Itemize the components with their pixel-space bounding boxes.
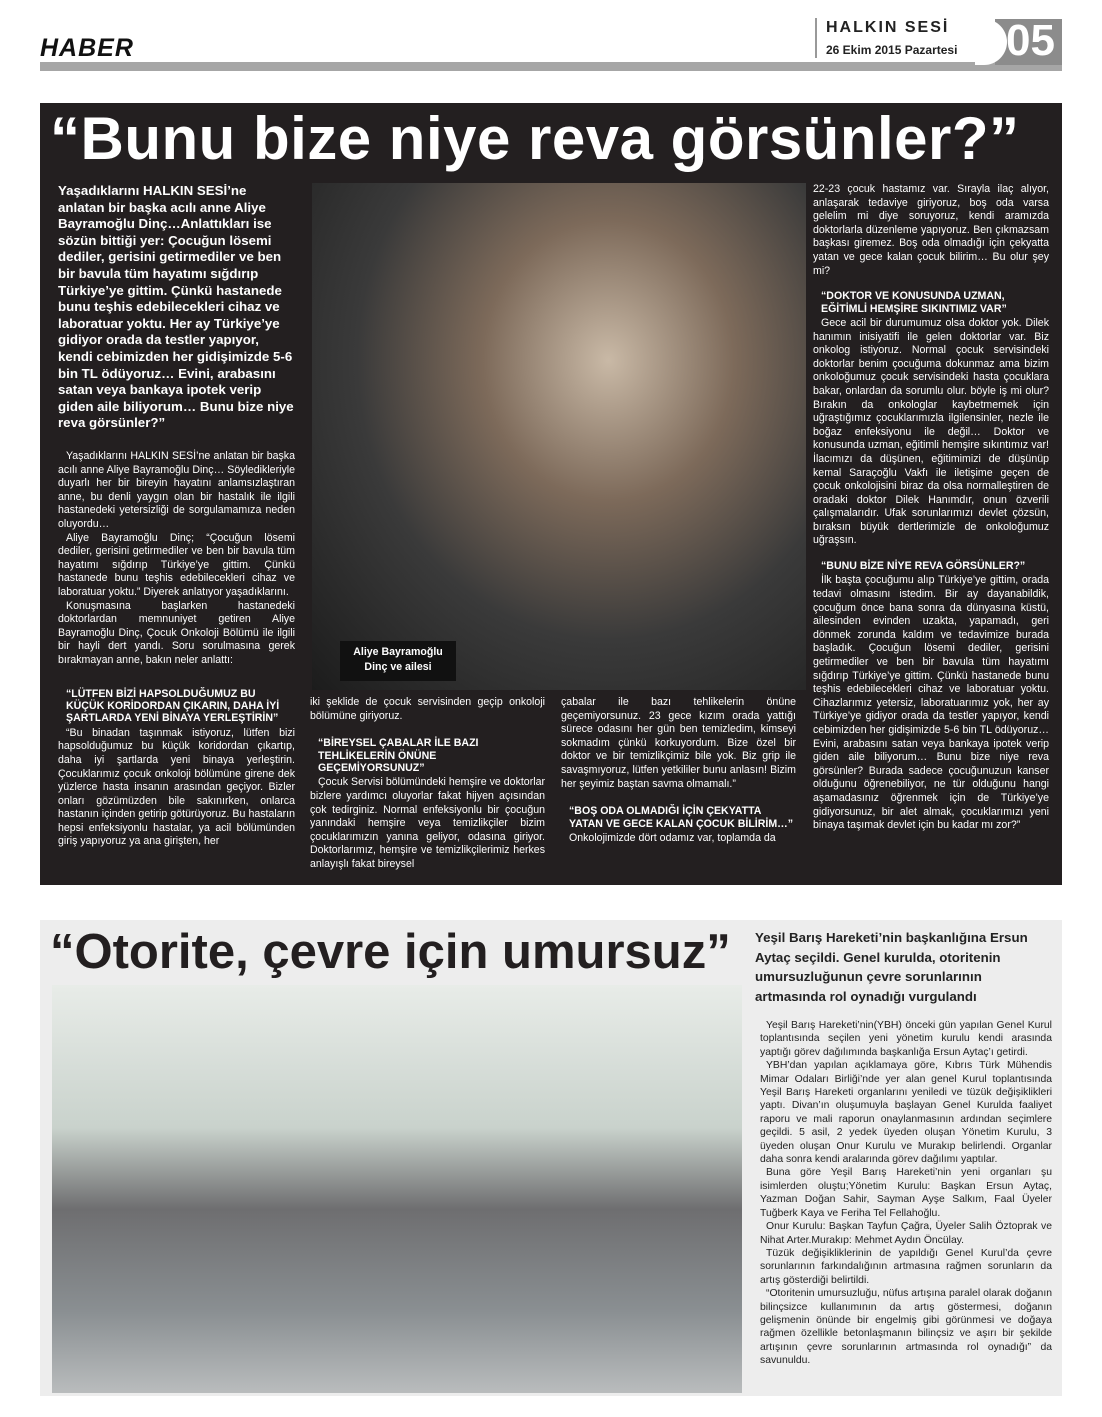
paragraph: Onur Kurulu: Başkan Tayfun Çağra, Üyeler Salih Öztoprak ve Nihat Arter.Murakıp: Mehmet Aydın Öncülay. bbox=[760, 1221, 1052, 1246]
article-2-body bbox=[760, 1019, 1052, 1368]
paragraph: Tüzük değişikliklerinin de yapıldığı Genel Kurul’da çevre sorunlarının farkındalığının artmasına rağmen sorunların da artış gösterdiği belirtildi. bbox=[760, 1247, 1052, 1286]
article-2-headline: “Otorite, çevre için umursuz” bbox=[50, 925, 731, 979]
group-photo bbox=[52, 985, 742, 1393]
subheading: “BOŞ ODA OLMADIĞI İÇİN ÇEKYATTA YATAN VE GECE KALAN ÇOCUK BİLİRİM…” bbox=[569, 805, 794, 830]
header-divider bbox=[815, 18, 817, 58]
paragraph: Aliye Bayramoğlu Dinç; “Çocuğun lösemi dediler, gerisini getirmediler ve ben bir bavula tüm hayatımı sığdırıp Türkiye’ye gittim. Çünkü hastanede bunu teşhis edebilecekleri cihaz ve laboratuar yoktu.” Diyerek anlatıyor yaşadıklarını. bbox=[58, 531, 295, 598]
paragraph: “Bu binadan taşınmak istiyoruz, lütfen bizi hapsolduğumuz bu küçük koridordan çıkartıp, daha iyi şartlarda yeni binaya yerleştirin. Çocuklarımız çocuk onkoloji bölümüne girene dek yüzlerce hasta insanın arasından geçiyor. Bizler onları gözümüzden bile sakınırken, onlarca hastanın içinden getirip götürüyoruz. Bu hastaların hepsi enfeksiyonlu hastalar, ya acil bölümünden giriş yapıyoruz ya ana girişten, her bbox=[58, 726, 295, 848]
article-1-column-4 bbox=[813, 183, 1049, 833]
section-label: HABER bbox=[40, 34, 134, 62]
issue-date: 26 Ekim 2015 Pazartesi bbox=[826, 43, 958, 57]
paragraph: Konuşmasına başlarken hastanedeki doktorlardan memnuniyet getiren Aliye Bayramoğlu Dinç, Çocuk Onkoloji Bölümü ile ilgili bir hayli dert yandı. Soru sorulmasına gerek bırakmayan anne, bakın neler anlattı: bbox=[58, 599, 295, 666]
photo-caption bbox=[340, 641, 456, 681]
paragraph: Yeşil Barış Hareketi’nin(YBH) önceki gün yapılan Genel Kurul toplantısında seçilen yeni yönetim kurulu kendi arasında yaptığı görev dağılımında başkanlığa Ersun Aytaç’ı getirdi. bbox=[760, 1020, 1052, 1058]
subheading: “LÜTFEN BİZİ HAPSOLDUĞUMUZ BU KÜÇÜK KORİDORDAN ÇIKARIN, DAHA İYİ ŞARTLARDA YENİ BİNAYA YERLEŞTİRİN” bbox=[66, 687, 280, 725]
paragraph: YBH’dan yapılan açıklamaya göre, Kıbrıs Türk Mühendis Mimar Odaları Birliği’nde yer alan genel Kurul toplantısında Yeşil Barış Hareketi organlarını yeniledi ve tüzük değişiklikleri yaptı. Divan’ın oluşumuyla başlayan Genel Kurulda faaliyet raporu ve mali raporun onaylanmasının ardından seçimlere geçildi. 5 asil, 2 yedek üyeden oluşan Yönetim Kurulu, 3 üyeden oluşan Onur Kurulu ve Murakıp belirlendi. Organlar daha sonra kendi aralarında görev dağılımı yaptılar. bbox=[760, 1060, 1052, 1166]
paragraph: iki şeklide de çocuk servisinden geçip onkoloji bölümüne giriyoruz. bbox=[310, 696, 545, 722]
subheading: “BUNU BİZE NİYE REVA GÖRSÜNLER?” bbox=[821, 560, 1026, 573]
paragraph: Çocuk Servisi bölümündeki hemşire ve doktorlar bizlere yardımcı oluyorlar fakat hijyen açısından çok tedirginiz. Normal enfeksiyonlu bir çocuğun yanındaki hemşire veya temizlikçiler bizim çocuklarımızın yanına geliyor, odasına giriyor. Doktorlarımız, hemşire ve temizlikçilerimiz herkes anlayışlı fakat bireysel bbox=[310, 776, 545, 870]
paragraph: “Otoritenin umursuzluğu, nüfus artışına paralel olarak doğanın bilinçsizce kullanımının da artış göstermesi, doğanın gelişmenin önünde bir engelmiş gibi görünmesi ve doğaya rağmen özellikle betonlaşmanın bilinçsiz ve aşırı bir şekilde artışının çevre sorunlarının artmasında rol oynadığı” da savunuldu. bbox=[760, 1288, 1052, 1367]
paragraph: Yaşadıklarını HALKIN SESİ’ne anlatan bir başka acılı anne Aliye Bayramoğlu Dinç… Söyledikleriyle duyarlı her bir bireyin hayatını anlamsızlaştıran anne, bu denli yaygın olan bir hastalık ile ilgili hastanedeki yetersizliği de sorgulamamıza neden oluyordu… bbox=[58, 450, 295, 530]
article-1-headline: “Bunu bize niye reva görsünler?” bbox=[50, 105, 1020, 172]
header-bar bbox=[40, 62, 1062, 71]
article-2-intro: Yeşil Barış Hareketi’nin başkanlığına Ersun Aytaç seçildi. Genel kurulda, otoritenin umursuzluğunun çevre sorunlarının artmasında rol oynadığı vurgulandı bbox=[755, 930, 1028, 1004]
paragraph: çabalar ile bazı tehlikelerin önüne geçemiyorsunuz. 23 gece kızım orada yattığı sürece odasını her gün ben temizledim, kimseyi sokmadım çünkü korkuyordum. Bize özel bir doktor ve bir temizlikçimiz bile yok. Biz grip ile savaşmıyoruz, lütfen yetkililer bunu anlasın! Bizim her şeyimiz baştan savma olmamalı.” bbox=[561, 696, 796, 790]
article-1-column-3 bbox=[561, 696, 796, 846]
paragraph: İlk başta çocuğumu alıp Türkiye’ye gittim, orada tedavi olmasını istedim. Bir ay dayanabildik, çocuğum önce bana sonra da dünyasına küstü, ailesinden evinden uzakta, yapamadı, geri dönmek zorunda kaldım ve tedavimize burada başladık. Çocuğun lösemi dediler, gerisini getirmediler ve ben bir bavula tüm hayatımı sığdırıp Türkiye’ye gittim. Çünkü hastanede bunu teşhis edebilecekleri cihaz ve laboratuar yoktu. Cihazlarımız yetersiz, laboratuarımız yok, her ay Türkiye’ye gidiyor orada da testler yapıyor, kendi cebimizden her gidişimizde 5-6 bin TL ödüyoruz… Evini, arabasını satan veya bankaya ipotek verip giden aile biliyorum… Bunu bize niye reva görsünler? Burada sadece çocuğunuzun kanser olduğunu öğrenebiliyor, ne tür olduğunu hangi aşamadasınız öğrenmek için de Türkiye’ye gidiyorsunuz, bir alet almak, çocuklarımızı yeni binaya taşımak devlet için bu kadar mı zor?” bbox=[813, 574, 1049, 832]
page-number: 05 bbox=[1006, 16, 1055, 65]
article-1-column-1 bbox=[58, 450, 295, 849]
subheading: “BİREYSEL ÇABALAR İLE BAZI TEHLİKELERİN ÖNÜNE GEÇEMİYORSUNUZ” bbox=[318, 737, 479, 774]
paragraph: Onkolojimizde dört odamız var, toplamda da bbox=[569, 831, 776, 844]
paragraph: Gece acil bir durumumuz olsa doktor yok. Dilek hanımın inisiyatifi ile gelen doktorlar var. Biz onkolog istiyoruz. Normal çocuk servisindeki doktorlar benim çocuğuma dokunmaz ama bizim onkoloğumuz çocuk servisindeki hasta çocuklara bakar, onlardan da sorumlu olur. böyle iş mi olur? Bırakın da onkologlar kaybetmemek için uğraştığımız çocuklarımızla ilgilensinler, nezle ile boğaz enfeksiyonu ile değil… Doktor ve konusunda uzman, eğitimli hemşire sıkıntımız var! İlacımızı da düşünen, eğitimimizi de düşünüp kemal Saraçoğlu Vakfı ile iletişime geçen de çocuk onkolojisini biraz da olsa normalleştiren de oradaki doktor Dilek Hanımdır, onun özverili çalışmalarıdır. Ufak sorunlarımızı devlet çözsün, bıraksın büyük dertlerimizle de onkoloğumuz uğraşsın. bbox=[813, 316, 1049, 547]
paragraph: 22-23 çocuk hastamız var. Sırayla ilaç alıyor, anlaşarak tedaviye giriyoruz, boş oda varsa gelelim mi diye soruyoruz, kendi aramızda doktorlarla düzenleme yapıyoruz. Ben çıkmazsam başkası giremez. Boş oda olmadığı için çekyatta yatan ve gece kalan çocuk bilirim… Bu olur şey mi? bbox=[813, 183, 1049, 277]
caption-line: Dinç ve ailesi bbox=[364, 661, 432, 673]
newspaper-name: HALKIN SESİ bbox=[826, 19, 950, 36]
caption-line: Aliye Bayramoğlu bbox=[353, 646, 443, 658]
family-photo bbox=[312, 183, 806, 690]
paragraph: Buna göre Yeşil Barış Hareketi’nin yeni organları şu isimlerden oluştu;Yönetim Kurulu: Başkan Ersun Aytaç, Yazman Doğan Sahir, Sayman Ayşe Salkım, Faal Üyeler Tuğberk Kaya ve Feriha Tel Fellahoğlu. bbox=[760, 1167, 1052, 1219]
article-1-column-2 bbox=[310, 696, 545, 872]
subheading: “DOKTOR VE KONUSUNDA UZMAN, EĞİTİMLİ HEMŞİRE SIKINTIMIZ VAR” bbox=[821, 290, 1007, 315]
article-1-lead: Yaşadıklarını HALKIN SESİ’ne anlatan bir başka acılı anne Aliye Bayramoğlu Dinç…Anlattıkları ise sözün bittiği yer: Çocuğun lösemi dediler, gerisini getirmediler ve ben bir bavula tüm hayatımı sığdırıp Türkiye’ye gittim. Çünkü hastanede bunu teşhis edebilecekleri cihaz ve laboratuar yoktu. Her ay Türkiye’ye gidiyor orada da testler yapıyor, kendi cebimizden her gidişimizde 5-6 bin TL ödüyoruz… Evini, arabasını satan veya bankaya ipotek verip giden aile biliyorum… Bunu bize niye reva görsünler?” bbox=[58, 183, 294, 431]
